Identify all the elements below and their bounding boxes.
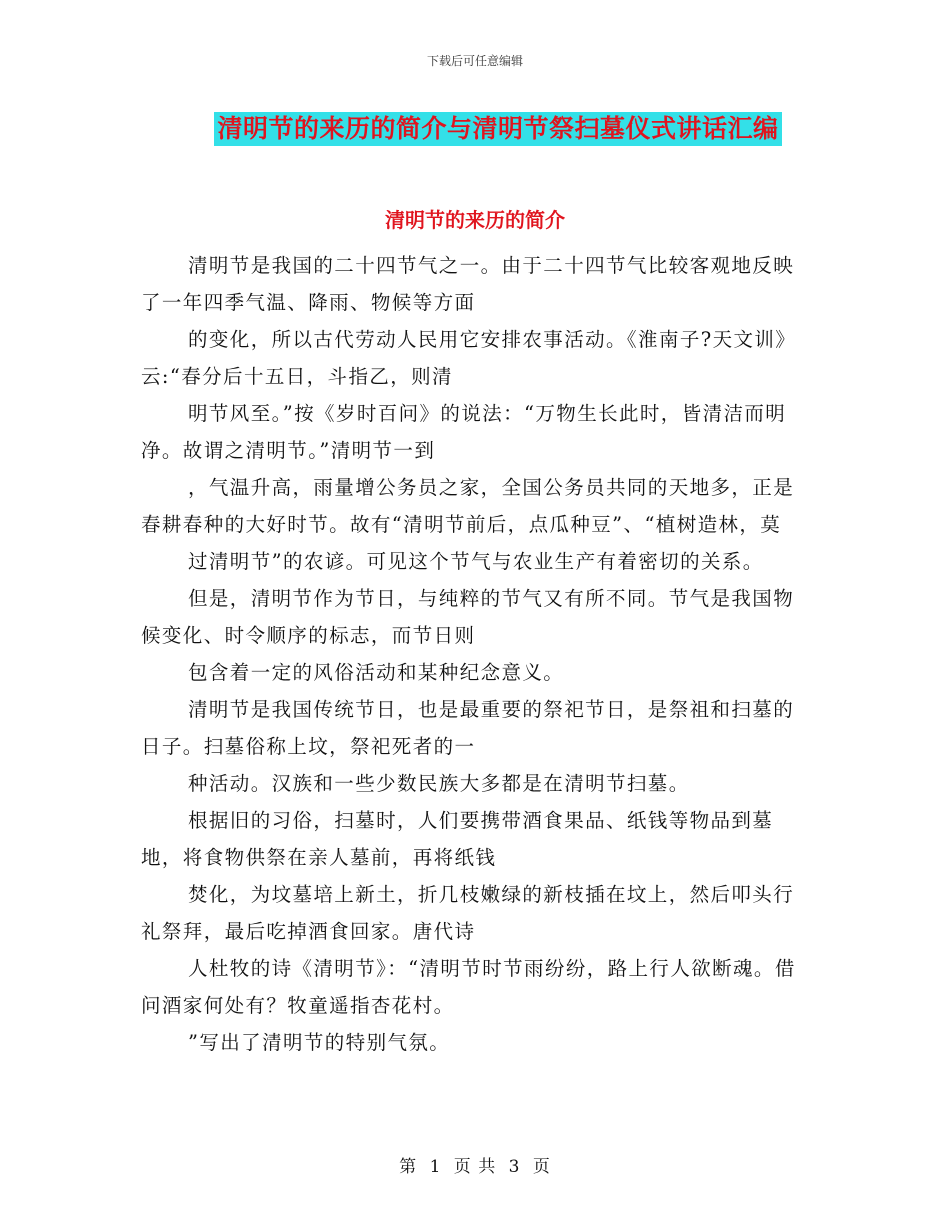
paragraph: 种活动。汉族和一些少数民族大多都是在清明节扫墓。 [188, 772, 690, 795]
header-note: 下载后可任意编辑 [426, 54, 523, 68]
paragraph: 人杜牧的诗《清明节》：“清明节时节雨纷纷，路上行人欲断魂。借问酒家何处有？牧童遥指杏花村。 [141, 957, 796, 1017]
footer-prefix: 第 [399, 1157, 418, 1177]
page-footer [0, 1152, 950, 1177]
document-title: 清明节的来历的简介与清明节祭扫墓仪式讲话汇编 [214, 112, 781, 146]
paragraph: 明节风至。”按《岁时百问》的说法：“万物生长此时，皆清洁而明净。故谓之清明节。”清明节一到 [141, 402, 787, 462]
title-container [0, 112, 950, 146]
paragraph: 过清明节”的农谚。可见这个节气与农业生产有着密切的关系。 [188, 550, 764, 573]
paragraph: 的变化，所以古代劳动人民用它安排农事活动。《淮南子?天文训》云:“春分后十五日，斗指乙，则清 [141, 328, 797, 388]
paragraph: 清明节是我国传统节日，也是最重要的祭祀节日，是祭祖和扫墓的日子。扫墓俗称上坟，祭祀死者的一 [141, 698, 795, 758]
document-body [141, 247, 811, 1061]
paragraph: ，气温升高，雨量增公务员之家，全国公务员共同的天地多，正是春耕春种的大好时节。故有“清明节前后，点瓜种豆”、“植树造林，莫 [141, 476, 795, 536]
paragraph: ”写出了清明节的特别气氛。 [188, 1031, 451, 1054]
paragraph: 包含着一定的风俗活动和某种纪念意义。 [188, 661, 565, 684]
paragraph: 清明节是我国的二十四节气之一。由于二十四节气比较客观地反映了一年四季气温、降雨、物候等方面 [141, 254, 795, 314]
paragraph: 根据旧的习俗，扫墓时，人们要携带酒食果品、纸钱等物品到墓地，将食物供祭在亲人墓前，再将纸钱 [141, 809, 774, 869]
section-title: 清明节的来历的简介 [385, 208, 565, 232]
footer-suffix: 页 [532, 1157, 551, 1177]
footer-middle: 页 共 [453, 1157, 497, 1177]
total-page-count: 3 [508, 1157, 521, 1177]
paragraph: 焚化，为坟墓培上新土，折几枝嫩绿的新枝插在坟上，然后叩头行礼祭拜，最后吃掉酒食回家。唐代诗 [141, 883, 795, 943]
paragraph: 但是，清明节作为节日，与纯粹的节气又有所不同。节气是我国物候变化、时令顺序的标志，而节日则 [141, 587, 795, 647]
current-page-number: 1 [429, 1157, 442, 1177]
